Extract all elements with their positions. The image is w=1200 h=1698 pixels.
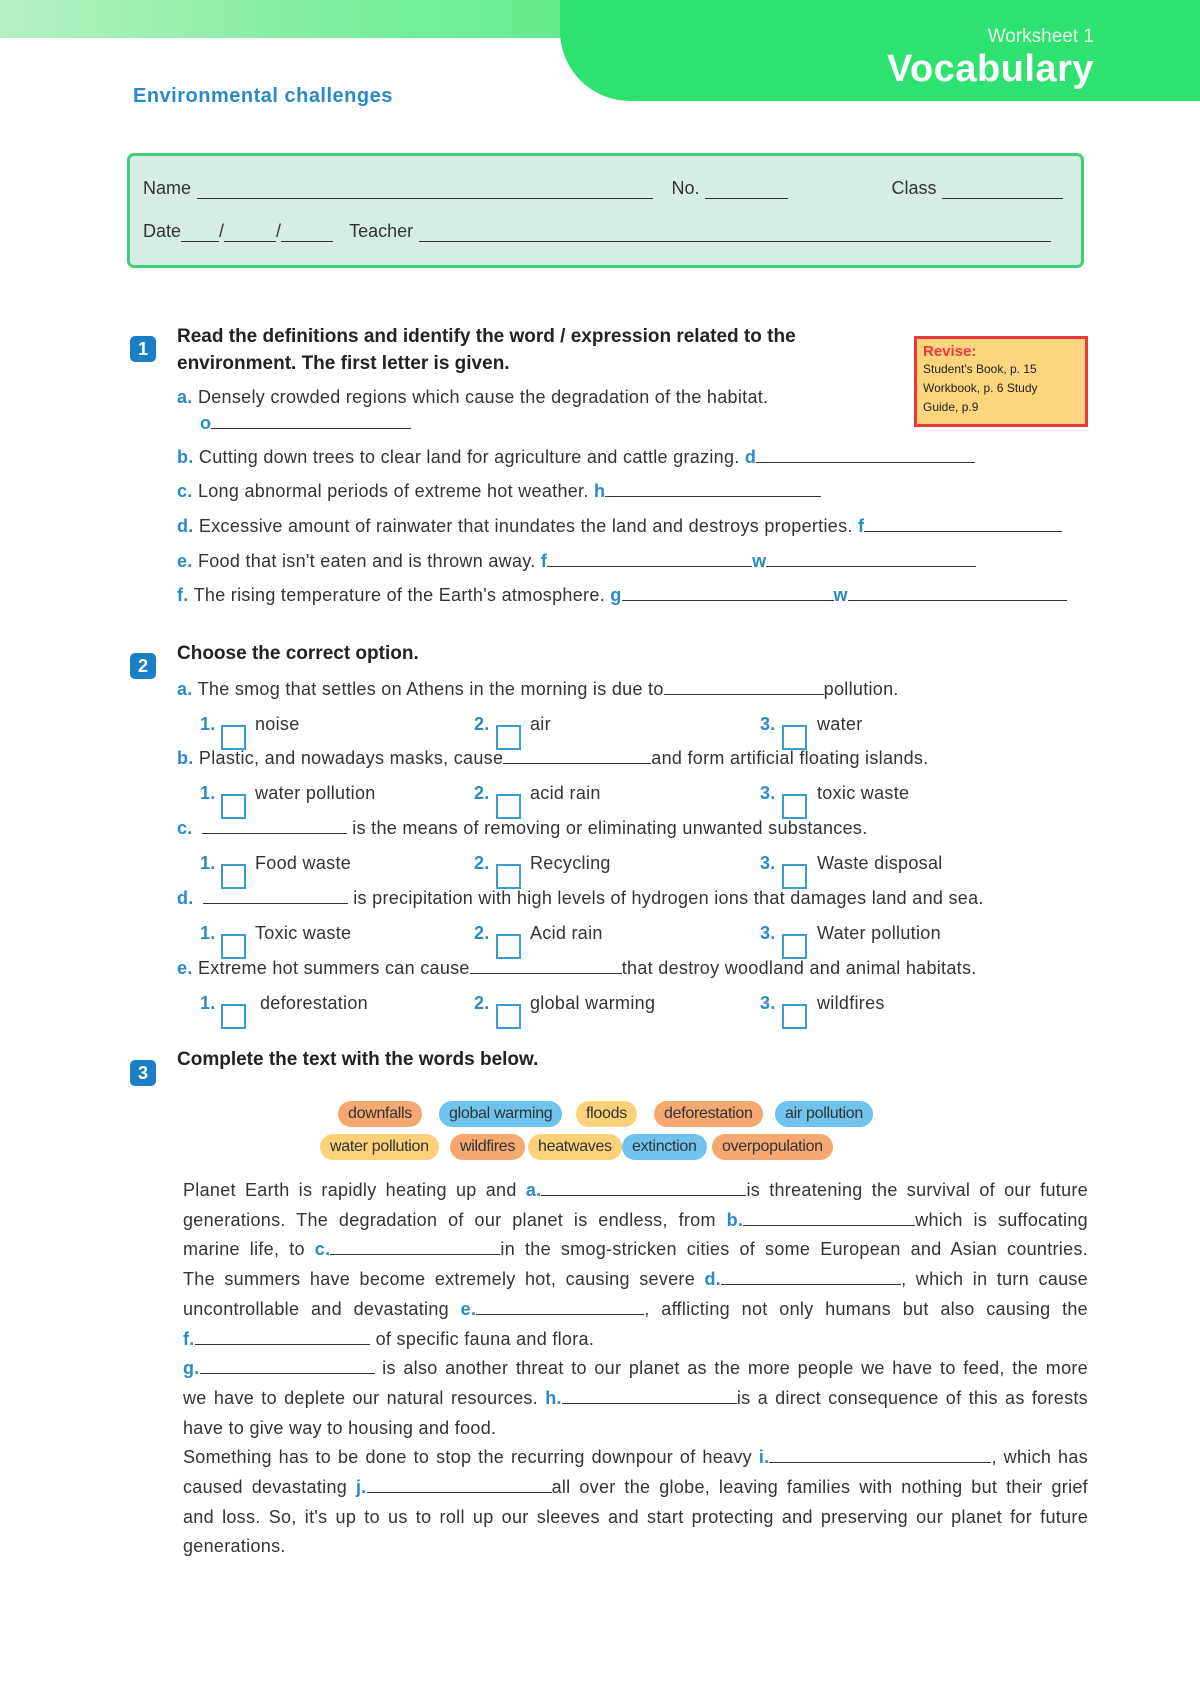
text-run: , which has [991,1447,1088,1468]
option-checkbox[interactable] [496,725,521,750]
item-text: Densely crowded regions which cause the degradation of the habitat. [197,387,769,407]
text-run: generations. The degradation of our planet is endless, from [183,1209,716,1230]
word-chip: downfalls [338,1101,422,1127]
word-chip: extinction [622,1134,707,1160]
cloze-text [183,1176,1088,1562]
item-text: The rising temperature of the Earth's atmosphere. [193,585,605,605]
answer-blank[interactable] [721,1269,901,1285]
item-letter: a. [177,387,193,407]
date-day-field[interactable] [181,224,219,242]
question-text: and form artificial floating islands. [651,748,929,768]
answer-blank[interactable] [195,1329,370,1345]
option-checkbox[interactable] [496,934,521,959]
text-run: in the smog-stricken cities of some European and Asian countries. [500,1239,1088,1260]
worksheet-title: Vocabulary [886,48,1094,90]
blank-label: f. [183,1328,195,1349]
exercise-1-instruction [177,323,796,377]
text-line [183,1473,1088,1503]
option-label: Water pollution [817,923,941,943]
question-text: is the means of removing or eliminating unwanted substances. [352,818,868,838]
worksheet-label: Worksheet 1 [987,26,1094,47]
option-label: air [530,714,551,734]
answer-blank[interactable] [503,748,651,764]
option-label: wildfires [817,993,885,1013]
hint-letter: g [610,585,622,605]
blank-label: h. [545,1387,562,1408]
option-number: 3. [760,853,776,873]
question-text: The smog that settles on Athens in the morning is due to [197,679,664,699]
word-chip: overpopulation [712,1134,833,1160]
blank-label: c. [314,1239,331,1260]
answer-blank[interactable] [541,1180,746,1196]
option-checkbox[interactable] [782,794,807,819]
item-text: Long abnormal periods of extreme hot weather. [197,481,589,501]
text-line [183,1206,1088,1236]
question-letter: c. [177,818,193,838]
answer-blank[interactable] [756,447,975,463]
option-label: Acid rain [530,923,603,943]
hint-letter: o [200,413,212,433]
word-chip: deforestation [654,1101,763,1127]
item-letter: e. [177,551,193,571]
option-label: water [817,714,863,734]
info-row-1 [143,178,1063,199]
option-label: toxic waste [817,783,910,803]
option-number: 1. [200,923,216,943]
exercise-3-number: 3 [130,1060,156,1086]
ex2-question-e [177,958,977,979]
option-checkbox[interactable] [221,725,246,750]
option-checkbox[interactable] [496,1004,521,1029]
option-checkbox[interactable] [782,934,807,959]
question-text: pollution. [823,679,899,699]
ex1-item-b [177,447,975,468]
date-year-field[interactable] [281,224,333,242]
option-number: 3. [760,993,776,1013]
instruction-line: Read the definitions and identify the word / expression related to the [177,326,796,347]
answer-blank[interactable] [476,1299,644,1315]
answer-blank[interactable] [367,1477,552,1493]
answer-blank[interactable] [211,413,411,429]
option-number: 2. [474,993,490,1013]
text-run: is also another threat to our planet as the more people we have to feed, the more [382,1358,1088,1379]
exercise-1-number: 1 [130,336,156,362]
text-run: , which in turn cause [901,1269,1088,1290]
option-number: 1. [200,783,216,803]
text-line [183,1354,1088,1384]
text-line [183,1325,1088,1355]
item-text: Excessive amount of rainwater that inundates the land and destroys properties. [198,516,853,536]
class-field[interactable] [942,181,1063,199]
text-run: we have to deplete our natural resources. [183,1387,538,1408]
number-field[interactable] [705,181,788,199]
option-checkbox[interactable] [782,864,807,889]
option-number: 2. [474,714,490,734]
exercise-2-instruction: Choose the correct option. [177,643,419,664]
date-label: Date [143,221,182,241]
text-line: generations. [183,1536,286,1557]
answer-blank[interactable] [330,1239,500,1255]
ex2-question-c [177,818,868,839]
ex1-item-a [177,387,768,408]
date-slash: / [276,221,282,241]
option-number: 2. [474,923,490,943]
date-slash: / [219,221,225,241]
option-number: 1. [200,714,216,734]
exercise-3-instruction: Complete the text with the words below. [177,1049,539,1070]
revise-line: Workbook, p. 6 Study [923,381,1038,395]
topic-title: Environmental challenges [133,85,393,107]
question-text: Extreme hot summers can cause [197,958,470,978]
word-chip: floods [576,1101,637,1127]
word-chip: air pollution [775,1101,873,1127]
option-checkbox[interactable] [496,864,521,889]
teacher-field[interactable] [419,224,1051,242]
revise-box [914,336,1088,427]
option-label: Food waste [255,853,352,873]
option-number: 3. [760,714,776,734]
item-text: Cutting down trees to clear land for agriculture and cattle grazing. [198,447,740,467]
revise-title: Revise: [923,343,977,360]
blank-label: d. [704,1269,722,1290]
option-label: acid rain [530,783,601,803]
hint-letter: w [752,551,767,571]
option-number: 3. [760,783,776,803]
option-label: deforestation [260,993,368,1013]
text-run: which is suffocating [915,1209,1088,1230]
option-number: 1. [200,993,216,1013]
option-checkbox[interactable] [496,794,521,819]
text-line [183,1295,1088,1325]
text-line [183,1176,1088,1206]
text-line: have to give way to housing and food. [183,1417,497,1438]
info-row-2 [143,221,1063,242]
ex1-item-f [177,585,1067,606]
answer-blank[interactable] [547,551,752,567]
student-info-box [127,153,1084,268]
question-text: Plastic, and nowadays masks, cause [198,748,504,768]
text-run: all over the globe, leaving families with nothing but their grief [551,1477,1088,1498]
option-label: global warming [530,993,656,1013]
question-letter: e. [177,958,193,978]
hint-letter: h [593,481,606,501]
answer-blank[interactable] [743,1210,915,1226]
instruction-line: environment. The first letter is given. [177,353,510,374]
answer-blank[interactable] [864,516,1062,532]
option-checkbox[interactable] [221,864,246,889]
text-line: and loss. So, it's up to us to roll up our sleeves and start protecting and preserving our planet for future [183,1506,1088,1527]
question-text: that destroy woodland and animal habitats. [621,958,977,978]
text-line [183,1443,1088,1473]
option-checkbox[interactable] [221,794,246,819]
hint-letter: f [540,551,548,571]
blank-label: b. [726,1209,744,1230]
option-number: 2. [474,853,490,873]
blank-label: a. [525,1180,542,1200]
ex1-item-d [177,516,1062,537]
word-chip: wildfires [450,1134,525,1160]
hint-letter: w [833,585,848,605]
option-label: Recycling [530,853,611,873]
text-run: is threatening the survival of our future [746,1180,1088,1200]
answer-blank[interactable] [200,1358,375,1374]
header-tab [560,0,1200,101]
word-chip: water pollution [320,1134,439,1160]
answer-blank[interactable] [766,551,976,567]
ex2-question-d [177,888,984,909]
number-label: No. [671,178,700,198]
text-run: The summers have become extremely hot, causing severe [183,1269,696,1290]
text-run: of specific fauna and flora. [375,1328,595,1349]
answer-blank[interactable] [470,958,622,974]
answer-blank[interactable] [664,679,824,695]
option-label: water pollution [255,783,376,803]
revise-line: Student's Book, p. 15 [923,362,1037,376]
answer-blank[interactable] [622,585,834,601]
option-label: Toxic waste [255,923,352,943]
item-letter: c. [177,481,193,501]
question-text: is precipitation with high levels of hydrogen ions that damages land and sea. [353,888,984,908]
text-run: Planet Earth is rapidly heating up and [183,1180,517,1200]
ex2-question-b [177,748,929,769]
blank-label: g. [183,1358,200,1379]
teacher-label: Teacher [349,221,414,241]
header-band [0,0,640,38]
option-checkbox[interactable] [221,934,246,959]
text-run: is a direct consequence of this as forests [736,1387,1088,1408]
revise-line: Guide, p.9 [923,400,979,414]
text-run: caused devastating [183,1477,348,1498]
name-label: Name [143,178,192,198]
question-letter: d. [177,888,194,908]
option-checkbox[interactable] [782,725,807,750]
text-run: Something has to be done to stop the recurring downpour of heavy [183,1447,752,1468]
hint-letter: d [744,447,757,467]
text-run: uncontrollable and devastating [183,1298,449,1319]
question-letter: a. [177,679,193,699]
option-number: 3. [760,923,776,943]
answer-blank[interactable] [203,888,348,904]
answer-blank[interactable] [605,481,821,497]
option-checkbox[interactable] [782,1004,807,1029]
answer-blank[interactable] [769,1447,991,1463]
text-run: marine life, to [183,1239,305,1260]
blank-label: e. [460,1298,477,1319]
option-number: 1. [200,853,216,873]
option-label: Waste disposal [817,853,943,873]
blank-label: i. [758,1447,770,1468]
ex1-item-c [177,481,821,502]
answer-blank[interactable] [202,818,347,834]
word-chip: global warming [439,1101,562,1127]
date-month-field[interactable] [224,224,276,242]
ex1-item-e [177,551,976,572]
ex2-question-a [177,679,899,700]
item-letter: f. [177,585,189,605]
word-chip: heatwaves [528,1134,622,1160]
text-line [183,1265,1088,1295]
question-letter: b. [177,748,194,768]
item-letter: d. [177,516,194,536]
option-checkbox[interactable] [221,1004,246,1029]
option-label: noise [255,714,300,734]
text-line [183,1235,1088,1265]
class-label: Class [891,178,937,198]
name-field[interactable] [197,181,653,199]
item-text: Food that isn't eaten and is thrown away. [197,551,536,571]
text-run: , afflicting not only humans but also causing the [644,1298,1088,1319]
hint-letter: f [858,516,865,536]
exercise-2-number: 2 [130,653,156,679]
answer-blank[interactable] [562,1388,737,1404]
option-number: 2. [474,783,490,803]
item-letter: b. [177,447,194,467]
ex1-item-a-answer [200,413,411,434]
blank-label: j. [355,1477,367,1498]
text-line [183,1384,1088,1414]
answer-blank[interactable] [848,585,1067,601]
